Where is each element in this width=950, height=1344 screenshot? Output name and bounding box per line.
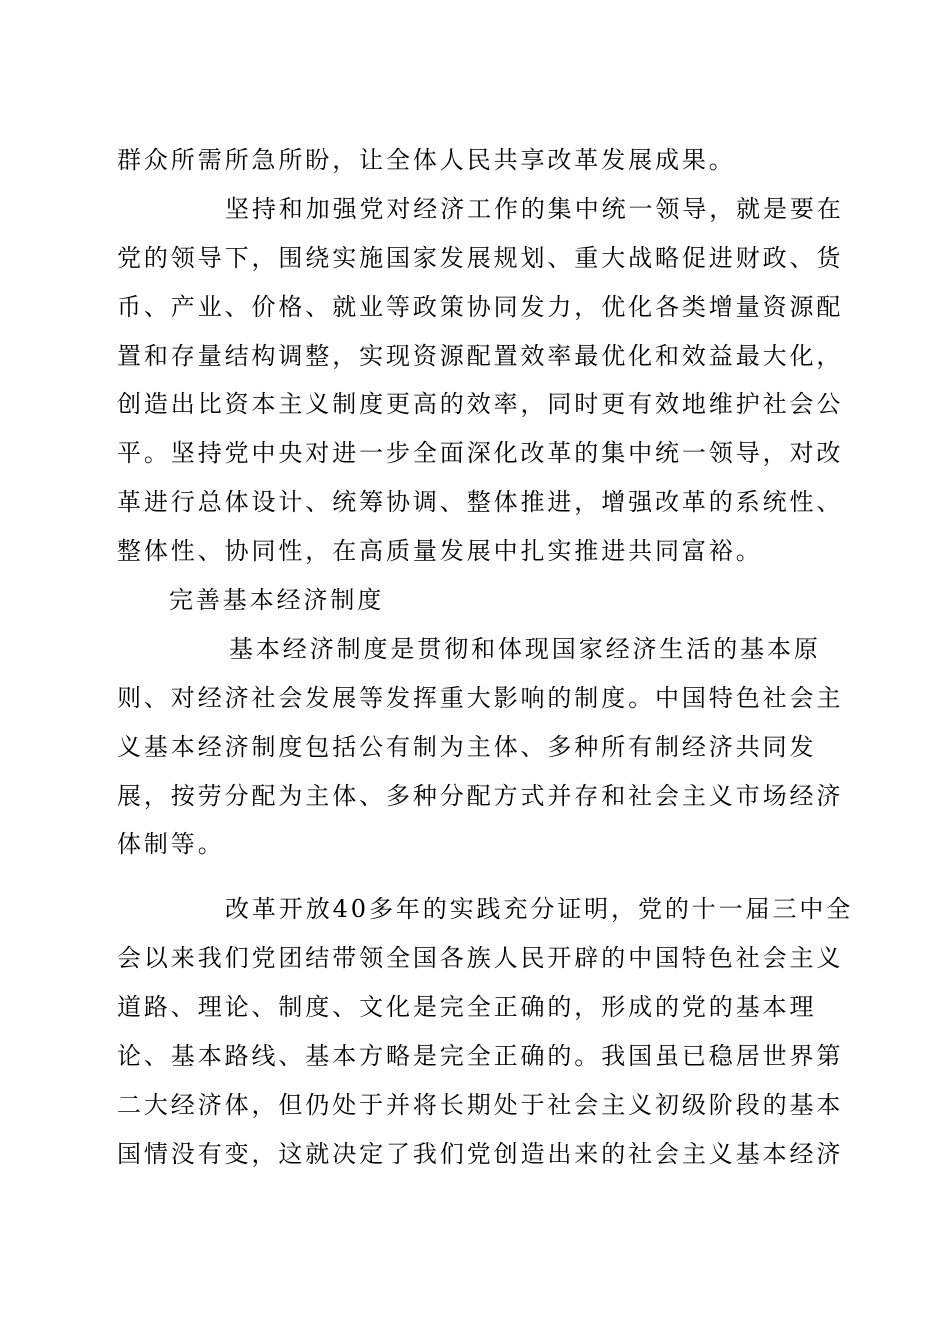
document-body <box>117 136 854 1179</box>
text-line: 二大经济体，但仍处于并将长期处于社会主义初级阶段的基本 <box>117 1090 844 1119</box>
text-line: 展，按劳分配为主体、多种分配方式并存和社会主义市场经济 <box>117 781 844 810</box>
text-line: 群众所需所急所盼，让全体人民共享改革发展成果。 <box>117 146 736 174</box>
text-line: 道路、理论、制度、文化是完全正确的，形成的党的基本理 <box>117 993 817 1022</box>
section-heading <box>117 576 833 625</box>
text-line: 平。坚持党中央对进一步全面深化改革的集中统一领导，对改 <box>117 439 844 468</box>
text-line: 整体性、协同性，在高质量发展中扎实推进共同富裕。 <box>117 537 763 566</box>
paragraph-gap <box>117 869 833 885</box>
text-line: 论、基本路线、基本方略是完全正确的。我国虽已稳居世界第 <box>117 1042 844 1071</box>
heading-text: 完善基本经济制度 <box>169 586 385 615</box>
text-line: 义基本经济制度包括公有制为主体、多种所有制经济共同发 <box>117 732 817 761</box>
text-line: 改革开放40多年的实践充分证明，党的十一届三中全 <box>225 895 854 924</box>
text-line: 体制等。 <box>117 830 225 859</box>
text-line: 币、产业、价格、就业等政策协同发力，优化各类增量资源配 <box>117 292 844 321</box>
text-line: 会以来我们党团结带领全国各族人民开辟的中国特色社会主义 <box>117 944 844 973</box>
text-line: 创造出比资本主义制度更高的效率，同时更有效地维护社会公 <box>117 390 844 419</box>
text-line: 则、对经济社会发展等发挥重大影响的制度。中国特色社会主 <box>117 683 844 712</box>
text-line: 基本经济制度是贯彻和体现国家经济生活的基本原 <box>229 634 821 663</box>
paragraph-continuation <box>117 136 833 185</box>
text-line: 革进行总体设计、统筹协调、整体推进，增强改革的系统性、 <box>117 488 844 517</box>
paragraph-reform-opening <box>117 885 854 1178</box>
paragraph-party-leadership <box>117 185 844 576</box>
paragraph-basic-system <box>117 625 844 869</box>
text-line: 置和存量结构调整，实现资源配置效率最优化和效益最大化， <box>117 341 844 370</box>
text-line: 坚持和加强党对经济工作的集中统一领导，就是要在 <box>225 194 844 223</box>
text-line: 党的领导下，围绕实施国家发展规划、重大战略促进财政、货 <box>117 243 844 272</box>
text-line: 国情没有变，这就决定了我们党创造出来的社会主义基本经济 <box>117 1139 844 1168</box>
